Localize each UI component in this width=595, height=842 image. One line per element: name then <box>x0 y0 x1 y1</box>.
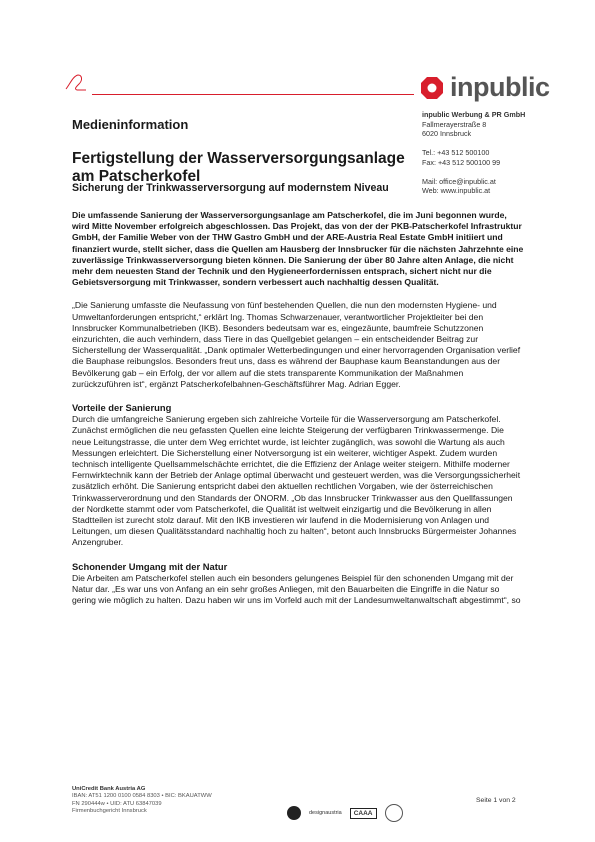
partner-designaustria: designaustria <box>309 810 342 816</box>
section-heading: Vorteile der Sanierung <box>72 402 172 414</box>
designaustria-logo-icon <box>287 806 301 820</box>
court: Firmenbuchgericht Innsbruck <box>72 808 147 815</box>
company-register: FN 290444w • UID: ATU 63847039 <box>72 800 162 807</box>
phone: Tel.: +43 512 500100 <box>422 148 490 157</box>
document-label: Medieninformation <box>72 117 189 132</box>
seal-icon <box>385 804 403 822</box>
footer-logos <box>287 804 403 822</box>
page-number: Seite 1 von 2 <box>476 797 516 804</box>
signature-mark-icon <box>64 72 88 92</box>
email[interactable]: Mail: office@inpublic.at <box>422 176 496 186</box>
title-line-2: am Patscherkofel <box>72 168 201 185</box>
paragraph: Die Arbeiten am Patscherkofel stellen auch ein besonders gelungenes Beispiel für den schonenden Umgang mit der Natur dar. „Es war uns von Anfang an ein sehr großes Anliegen, mit den Bauarbeiten die Eingriffe in die Natur so gering wie möglich zu halten. Dazu haben wir uns im Vorfeld auch mit der Landesumweltanwaltschaft abgestimmt“, so <box>72 572 521 606</box>
title-line-1: Fertigstellung der Wasserversorgungsanlage <box>72 150 405 167</box>
partner-caaa: CAAA <box>350 808 377 819</box>
fax: Fax: +43 512 500100 99 <box>422 157 501 167</box>
paragraph: „Die Sanierung umfasste die Neufassung von fünf bestehenden Quellen, die nun den modernsten Hygiene- und Umweltanforderungen entspricht,“ erklärt Ing. Thomas Schwarzenauer, verantwortlicher Projektleiter bei den Innsbrucker Kommunalbetrieben (IKB). Besonders bedeutsam war es, eingezäunte, baumfreie Schutzzonen einzurichten, die auch verhindern, dass Tiere in das Quellgebiet gelangen – ein entscheidender Beitrag zur Sicherstellung der Wasserqualität. „Dank optimaler Wetterbedingungen und einer hervorragenden Organisation verlief die Bauphase reibungslos. Besonders freut uns, dass es während der Bauphase kaum Beanstandungen aus der Bevölkerung gab – ein Erfolg, der vor allem auf die stets transparente Kommunikation der Maßnahmen zurückzuführen ist“, ergänzt Patscherkofelbahnen-Geschäftsführer Mag. Adrian Egger. <box>72 300 521 389</box>
brand-logo <box>420 74 550 101</box>
contact-block <box>422 110 525 196</box>
street: Fallmerayerstraße 8 <box>422 119 487 129</box>
octagon-logo-icon <box>420 76 444 100</box>
footer-bank-info <box>72 786 212 816</box>
paragraph: Durch die umfangreiche Sanierung ergeben sich zahlreiche Vorteile für die Wasserversorgung am Patscherkofel. Zunächst ermöglichen die neu gefassten Quellen eine leichte Steigerung der verfügbaren Trinkwassermenge. Die neue Leitungstrasse, die unter dem Weg errichtet wurde, ist leichter zugänglich, was sowohl die Wartung als auch Messungen erleichtert. Die Sicherstellung einer Notversorgung ist ein weiterer, wichtiger Aspekt. Zudem wurden technisch intelligente Quellsammelschächte errichtet, die die Effizienz der Anlage weiter steigern. Mithilfe moderner Fernwirktechnik kann der Betrieb der Anlage optimal überwacht und gesteuert werden, was die Versorgungssicherheit zusätzlich erhöht. Die Sanierung entspricht dabei den aktuellen rechtlichen Vorgaben, wie der österreichischen Trinkwasserverordnung und den Standards der ÖNORM. „Ob das Innsbrucker Trinkwasser aus den Quellfassungen der Nordkette stammt oder vom Patscherkofel, die Qualität ist weltweit einzigartig und die Bevölkerung in allen Stadtteilen ist zurecht stolz darauf. Mit den IKB investieren wir laufend in die Modernisierung von Anlagen und Leitungen, um diesen Qualitätsstandard nachhaltig hoch zu halten“, betont auch Innsbrucks Bürgermeister Johannes Anzengruber. <box>72 414 521 548</box>
document-subtitle: Sicherung der Trinkwasserversorgung auf modernstem Niveau <box>72 182 389 194</box>
section-heading: Schonender Umgang mit der Natur <box>72 560 228 572</box>
bank-name: UniCredit Bank Austria AG <box>72 786 146 792</box>
iban: IBAN: AT51 1200 0100 0584 8303 • BIC: BKAUATWW <box>72 793 212 800</box>
company-name: inpublic Werbung & PR GmbH <box>422 110 526 119</box>
brand-name: inpublic <box>450 72 550 102</box>
document-body <box>72 210 524 619</box>
lead-paragraph: Die umfassende Sanierung der Wasserversorgungsanlage am Patscherkofel, die im Juni begonnen wurde, wird Mitte November erfolgreich abgeschlossen. Das Projekt, das von der der PKB-Patscherkofel Infrastruktur GmbH, der Familie Weber von der THW Gastro GmbH und der ARE-Austria Real Estate GmbH initiiert und finanziert wurde, stellt sicher, dass die Quellen am Hausberg der Innsbrucker für die nächsten Jahrzehnte eine zuverlässige Trinkwasserversorgung bieten können. Die Sanierung der über 80 Jahre alten Anlage, die nicht mehr dem neuesten Stand der Technik und den Hygieneerfordernissen entsprach, sichert nicht nur die Gebietsversorgung mit Trinkwasser, sondern verbessert auch nachhaltig dessen Qualität. <box>72 210 524 288</box>
header-rule <box>92 94 414 95</box>
website[interactable]: Web: www.inpublic.at <box>422 186 491 195</box>
document-title <box>72 150 412 186</box>
city: 6020 Innsbruck <box>422 129 472 138</box>
